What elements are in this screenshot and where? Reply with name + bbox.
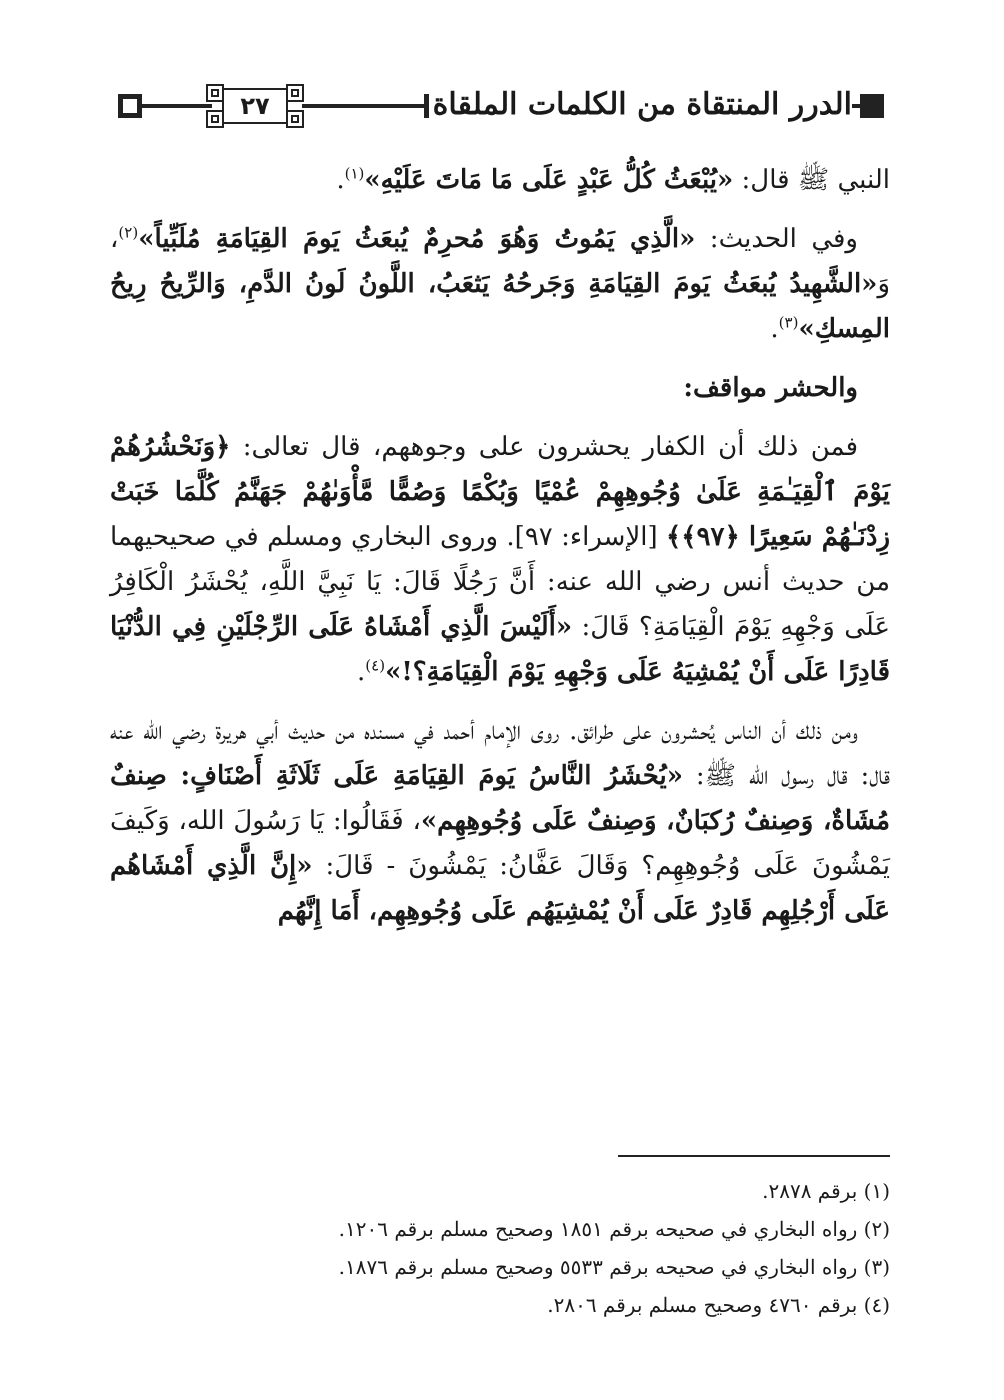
hadith-quote: «الَّذِي يَمُوتُ وَهُوَ مُحرِمٌ يُبعَثُ يَومَ القِيَامَةِ مُلَبِّياً» bbox=[138, 224, 696, 254]
footnote-ref: (١) bbox=[344, 164, 365, 183]
text-run: النبي ﷺ قال: bbox=[733, 165, 890, 195]
text-run: فمن ذلك أن الكفار يحشرون على وجوههم، قال تعالى: bbox=[230, 432, 858, 462]
text-run: وفي الحديث: bbox=[695, 224, 858, 254]
text-run: ومن ذلك أن الناس يُحشرون على طرائق. روى الإمام أحمد في مسنده من حديث أبي هريرة رضي الله عنه قال: قال رسول الله ﷺ: bbox=[110, 716, 890, 791]
footnotes bbox=[110, 1172, 890, 1324]
quran-verse: ﴿وَنَحْشُرُهُمْ يَوْمَ ٱلْقِيَـٰمَةِ عَلَىٰ وُجُوهِهِمْ عُمْيًا وَبُكْمًا وَصُمًّا مَّأْوَىٰهُمْ جَهَنَّمُ كُلَّمَا خَبَتْ زِدْنَـٰهُمْ سَعِيرًا ﴿٩٧﴾﴾ bbox=[110, 432, 891, 552]
footnote-divider bbox=[618, 1155, 890, 1157]
footnote-ref: (٣) bbox=[778, 313, 799, 332]
knot-ornament-icon bbox=[286, 84, 304, 102]
text-run: ، فَقَالُوا: يَا رَسُولَ الله، وَكَيفَ يَمْشُونَ عَلَى وُجُوهِهِم؟ وَقَالَ عَفَّانُ: يَمْشُونَ - قَالَ: bbox=[110, 806, 890, 881]
hadith-quote: «يُبْعَثُ كُلُّ عَبْدٍ عَلَى مَا مَاتَ عَلَيْهِ» bbox=[364, 165, 734, 195]
header-bar bbox=[424, 94, 429, 118]
hadith-quote: «يُحْشَرُ النَّاسُ يَومَ القِيَامَةِ عَلَى ثَلَاثَةِ أَصْنَافٍ: صِنفٌ مُشَاةٌ، وَصِنفٌ رُكبَانٌ، وَصِنفٌ عَلَى وُجُوهِهِم» bbox=[110, 761, 891, 836]
book-title: الدرر المنتقاة من الكلمات الملقاة bbox=[432, 87, 852, 122]
section-heading: والحشر مواقف: bbox=[683, 373, 858, 403]
paragraph bbox=[110, 425, 890, 695]
footnote: (٢) رواه البخاري في صحيحه برقم ١٨٥١ وصحيح مسلم برقم ١٢٠٦. bbox=[338, 1217, 890, 1241]
main-text bbox=[110, 158, 890, 948]
page-header bbox=[112, 78, 894, 134]
hadith-quote: «أَلَيْسَ الَّذِي أَمْشَاهُ عَلَى الرِّجْلَيْنِ فِي الدُّنْيَا قَادِرًا عَلَى أَنْ يُمْشِيَهُ عَلَى وَجْهِهِ يَوْمَ الْقِيَامَةِ؟!» bbox=[110, 612, 890, 687]
text-run: . bbox=[357, 657, 366, 687]
text-run: . bbox=[336, 165, 345, 195]
header-ornament-open-square bbox=[118, 94, 142, 118]
text-run: . bbox=[770, 314, 779, 344]
footnote: (٣) رواه البخاري في صحيحه برقم ٥٥٣٣ وصحيح مسلم برقم ١٨٧٦. bbox=[338, 1255, 890, 1279]
hadith-quote: «الشَّهِيدُ يُبعَثُ يَومَ القِيَامَةِ وَجَرحُهُ يَثعَبُ، اللَّونُ لَونُ الدَّمِ، وَالرِّيحُ رِيحُ المِسكِ» bbox=[110, 269, 890, 344]
header-ornament-filled-square bbox=[860, 94, 884, 118]
footnote: (١) برقم ٢٨٧٨. bbox=[762, 1179, 890, 1203]
footnote: (٤) برقم ٤٧٦٠ وصحيح مسلم برقم ٢٨٠٦. bbox=[547, 1293, 890, 1317]
text-run: [الإسراء: ٩٧]. وروى البخاري ومسلم في صحيحيهما من حديث أنس رضي الله عنه: أَنَّ رَجُلًا قَالَ: يَا نَبِيَّ اللَّهِ، يُحْشَرُ الْكَافِرُ عَلَى وَجْهِهِ يَوْمَ الْقِيَامَةِ؟ قَالَ: bbox=[110, 522, 890, 642]
paragraph bbox=[110, 158, 890, 203]
header-rule-middle bbox=[302, 104, 424, 108]
paragraph bbox=[110, 217, 890, 352]
paragraph bbox=[110, 709, 890, 934]
hadith-quote: «إِنَّ الَّذِي أَمْشَاهُم عَلَى أَرْجُلِهِم قَادِرٌ عَلَى أَنْ يُمْشِيَهُم عَلَى وُجُوهِهِم، أَمَا إِنَّهُم bbox=[110, 851, 890, 926]
text-run: ، وَ bbox=[110, 224, 890, 299]
knot-ornament-icon bbox=[286, 110, 304, 128]
footnote-ref: (٢) bbox=[118, 223, 139, 242]
footnote-ref: (٤) bbox=[365, 656, 386, 675]
page-number-frame bbox=[200, 84, 310, 128]
page-number: ٢٧ bbox=[222, 88, 288, 124]
